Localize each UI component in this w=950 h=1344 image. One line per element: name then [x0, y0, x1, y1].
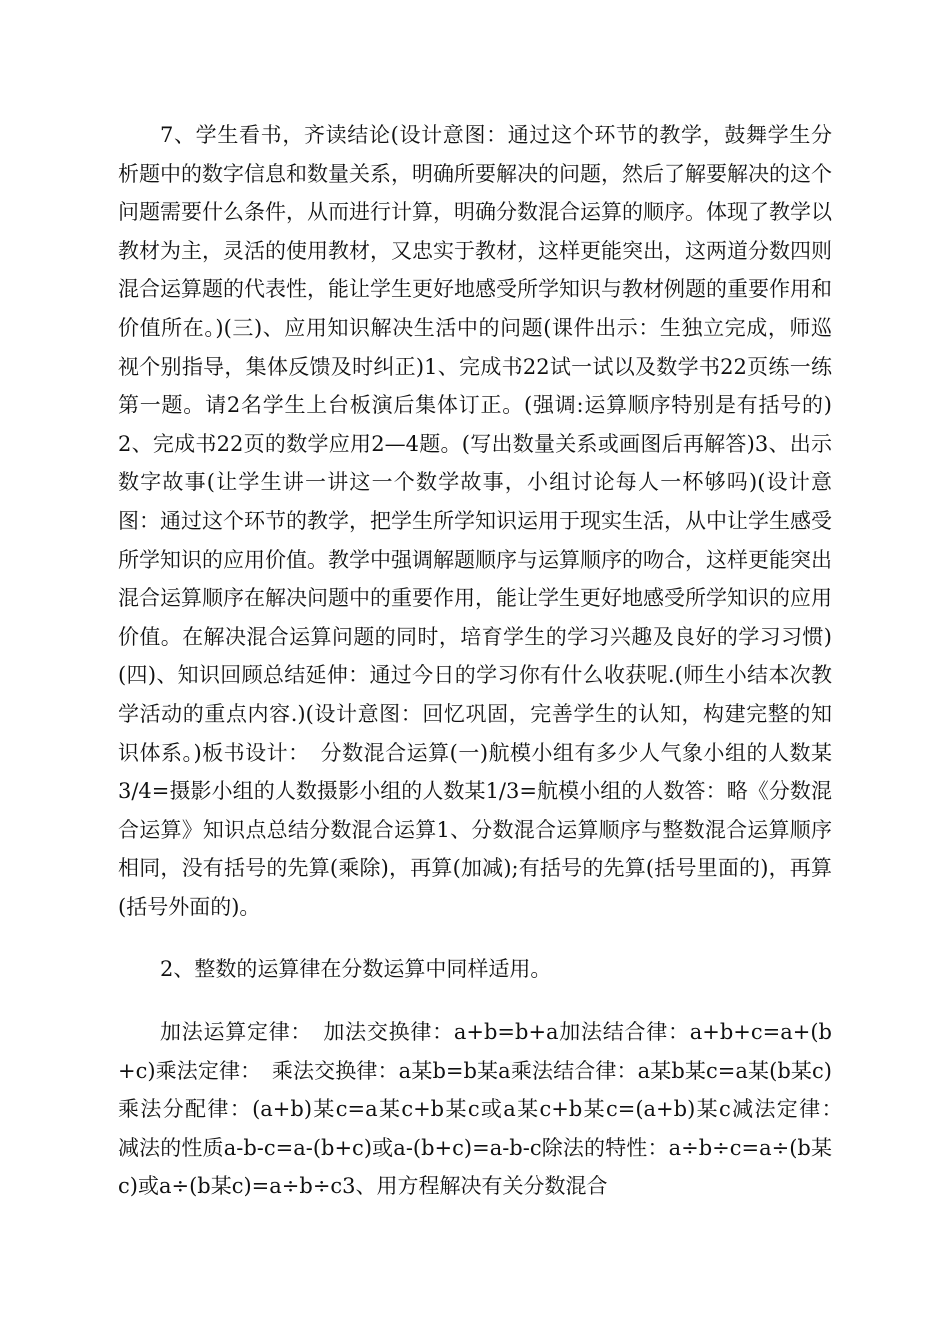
- paragraph-operation-laws-intro: 2、整数的运算律在分数运算中同样适用。: [160, 957, 552, 982]
- paragraph-operation-laws: 加法运算定律： 加法交换律：a+b=b+a加法结合律：a+b+c=a+(b+c)乘法定律： 乘法交换律：a某b=b某a乘法结合律：a某b某c=a某(b某c)乘法分配律：(a+b)某c=a某c+b某c或a某c+b某c=(a+b)某c减法定律： 减法的性质a-b-c=a-(b+c)或a-(b+c)=a-b-c除法的特性：a÷b÷c=a÷(b某c)或a÷(b某c)=a÷b÷c3、用方程解决有关分数混合: [118, 1020, 853, 1199]
- paragraph-teaching-process: 7、学生看书，齐读结论(设计意图：通过这个环节的教学，鼓舞学生分析题中的数字信息和数量关系，明确所要解决的问题，然后了解要解决的这个问题需要什么条件，从而进行计算，明确分数混合运算的顺序。体现了教学以教材为主，灵活的使用教材，又忠实于教材，这样更能突出，这两道分数四则混合运算题的代表性，能让学生更好地感受所学知识与教材例题的重要作用和价值所在。)(三)、应用知识解决生活中的问题(课件出示：生独立完成，师巡视个别指导，集体反馈及时纠正)1、完成书22试一试以及数学书22页练一练第一题。请2名学生上台板演后集体订正。(强调:运算顺序特别是有括号的)2、完成书22页的数学应用2—4题。(写出数量关系或画图后再解答)3、出示数字故事(让学生讲一讲这一个数学故事，小组讨论每人一杯够吗)(设计意图：通过这个环节的教学，把学生所学知识运用于现实生活，从中让学生感受所学知识的应用价值。教学中强调解题顺序与运算顺序的吻合，这样更能突出混合运算顺序在解决问题中的重要作用，能让学生更好地感受所学知识的应用价值。在解决混合运算问题的同时，培育学生的学习兴趣及良好的学习习惯)(四)、知识回顾总结延伸：通过今日的学习你有什么收获呢.(师生小结本次教学活动的重点内容.)(设计意图：回忆巩固，完善学生的认知，构建完整的知识体系。)板书设计： 分数混合运算(一)航模小组有多少人气象小组的人数某3/4=摄影小组的人数摄影小组的人数某1/3=航模小组的人数答：略《分数混合运算》知识点总结分数混合运算1、分数混合运算顺序与整数混合运算顺序相同，没有括号的先算(乘除)，再算(加减);有括号的先算(括号里面的)，再算(括号外面的)。: [118, 123, 832, 919]
